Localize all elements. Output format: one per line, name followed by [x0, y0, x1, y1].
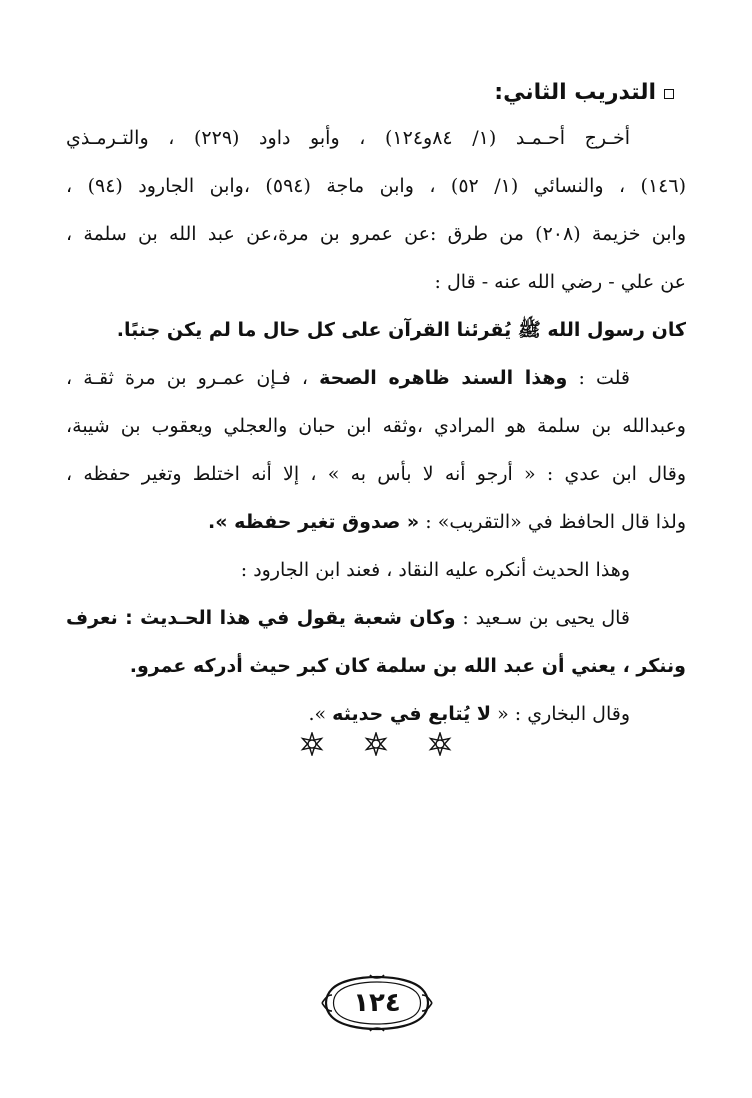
text-line-13-part-1: وقال البخاري : «: [497, 703, 630, 725]
text-line-4: عن علي - رضي الله عنه - قال :: [434, 271, 686, 293]
text-line-3: وابن خزيمة (٢٠٨) من طرق :عن عمرو بن مرة،عن عبد الله بن سلمة ،: [66, 223, 686, 245]
ornament-star-icon: [364, 732, 388, 756]
square-bullet-icon: [664, 89, 674, 99]
text-line-9-part-1: ولذا قال الحافظ في «التقريب» :: [425, 511, 686, 533]
ornament-star-icon: [428, 732, 452, 756]
heading-text: التدريب الثاني:: [494, 79, 656, 105]
hadith-text: كان رسول الله ﷺ يُقرئنا القرآن على كل حال ما لم يكن جنبًا.: [116, 319, 686, 341]
page-number-frame: [318, 973, 436, 1033]
text-line-11-part-1: قال يحيى بن سـعيد :: [462, 607, 631, 629]
text-line-1: أخـرج أحـمـد (١/ ٨٤و١٢٤) ، وأبو داود (٢٢٩) ، والتـرمـذي: [66, 127, 630, 149]
text-line-6: [66, 354, 686, 402]
text-line-10: وهذا الحديث أنكره عليه النقاد ، فعند ابن الجارود :: [240, 559, 630, 581]
section-divider: [0, 732, 752, 762]
text-line-13-bold: لا يُتابع في حديثه: [332, 703, 492, 725]
text-line-6-bold: وهذا السند ظاهره الصحة: [319, 367, 568, 389]
text-line-6-part-3: ، فـإن عمـرو بن مرة ثقـة ،: [66, 367, 309, 389]
ornament-star-icon: [300, 732, 324, 756]
text-line-7: وعبدالله بن سلمة هو المرادي ،وثقه ابن حبان والعجلي ويعقوب بن شيبة،: [66, 415, 686, 437]
text-line-11-bold: وكان شعبة يقول في هذا الحـديث : نعرف: [66, 607, 456, 629]
text-line-2: (١٤٦) ، والنسائي (١/ ٥٢) ، وابن ماجة (٥٩٤) ،وابن الجارود (٩٤) ،: [66, 175, 686, 197]
page-number: ١٢٤: [353, 988, 401, 1018]
page-body: [66, 70, 686, 738]
text-line-6-part-1: قلت :: [578, 367, 630, 389]
text-line-8: وقال ابن عدي : « أرجو أنه لا بأس به » ، إلا أنه اختلط وتغير حفظه ،: [66, 463, 686, 485]
section-heading: [66, 70, 674, 114]
text-line-9: [66, 498, 686, 546]
text-line-11: [66, 594, 686, 642]
text-line-9-bold: « صدوق تغير حفظه ».: [208, 511, 420, 533]
text-line-13-part-3: ».: [308, 703, 327, 725]
text-line-13: [66, 690, 686, 738]
text-line-12: وننكر ، يعني أن عبد الله بن سلمة كان كبر حيث أدركه عمرو.: [129, 655, 686, 677]
